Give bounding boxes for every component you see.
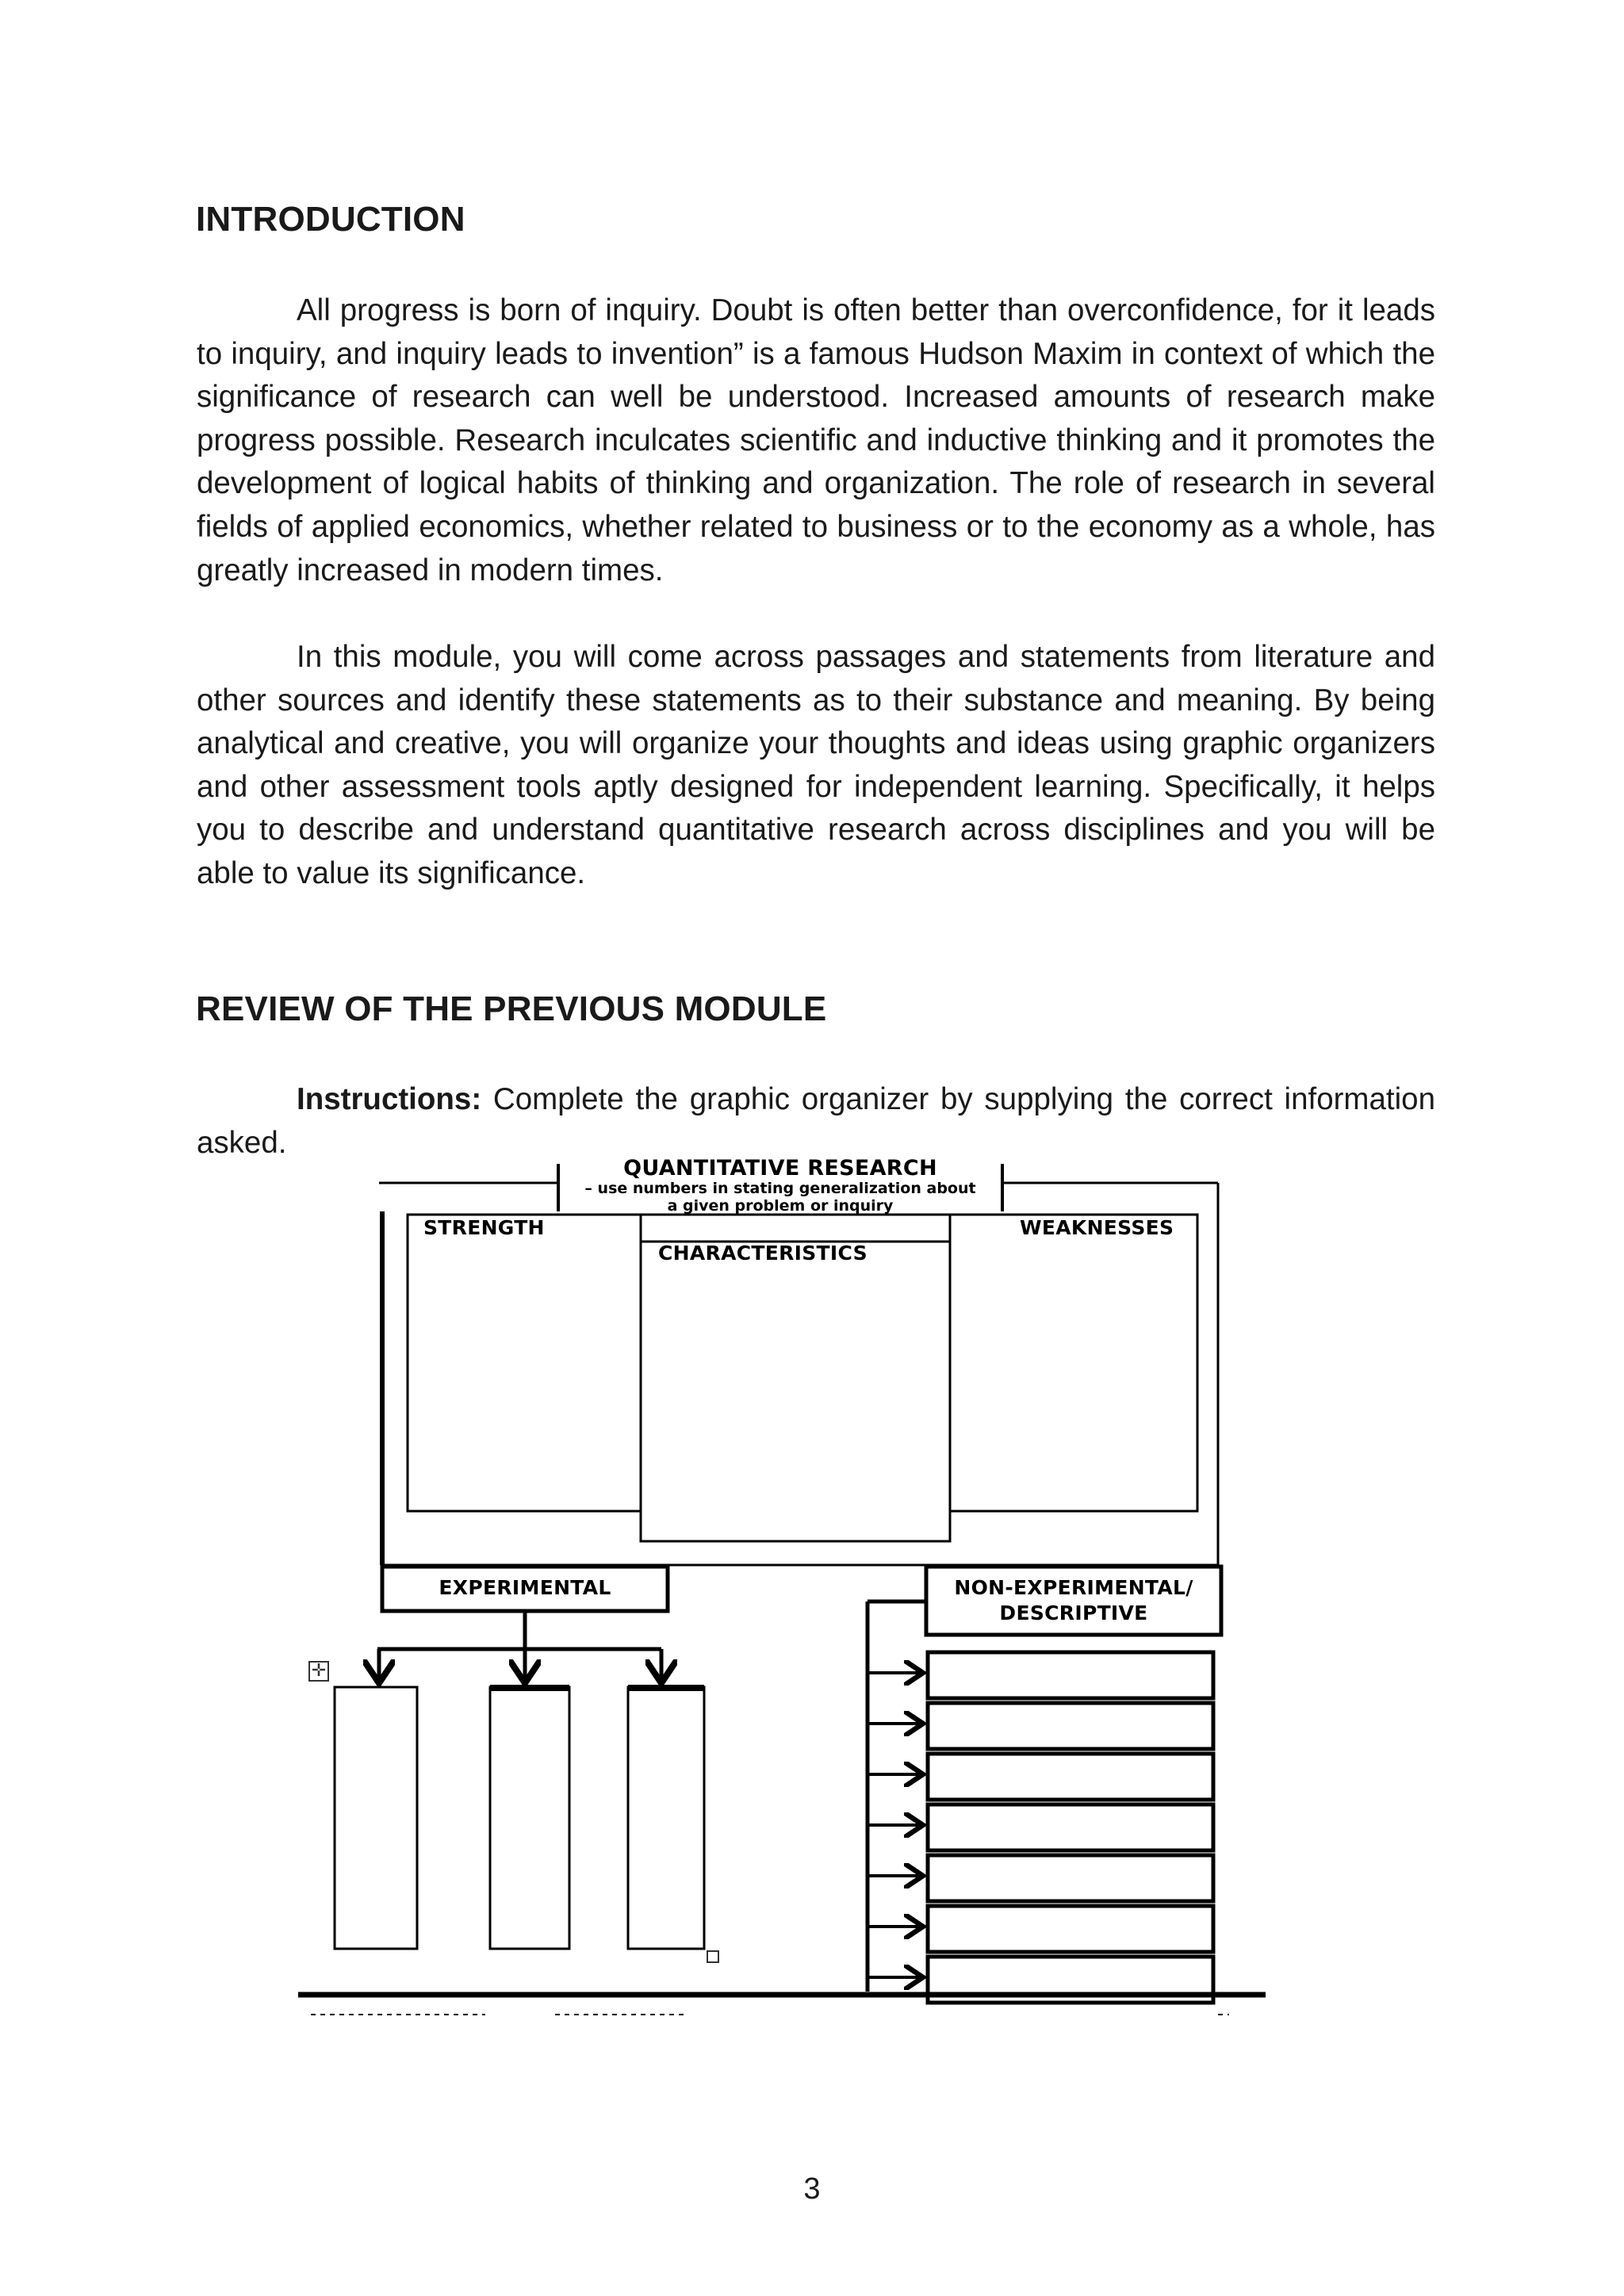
nonexperimental-label-line-1: NON-EXPERIMENTAL/	[954, 1576, 1193, 1599]
introduction-heading: INTRODUCTION	[196, 200, 465, 239]
nonexperimental-label-line-2: DESCRIPTIVE	[999, 1601, 1148, 1624]
introduction-paragraph-2: In this module, you will come across passages and statements from literature and other sources and identify these statements as to their substance and meaning. By being analytical and creative, you will organize your thoughts and ideas using graphic organizers and other assessment tools aptly designed for independent learning. Specifically, it helps you to describe and understand quantitative research across disciplines and you will be able to value its significance.	[197, 640, 1435, 890]
characteristics-label: CHARACTERISTICS	[658, 1242, 868, 1265]
introduction-paragraph-1: All progress is born of inquiry. Doubt is often better than overconfidence, for it leads to inquiry, and inquiry leads to invention” is a famous Hudson Maxim in context of which the significance of research can well be understood. Increased amounts of research make progress possible. Research inculcates scientific and inductive thinking and it promotes the development of logical habits of thinking and organization. The role of research in several fields of applied economics, whether related to business or to the economy as a whole, has greatly increased in modern times.	[197, 293, 1435, 587]
nonexperimental-box-2	[928, 1703, 1213, 1749]
move-handle-icon[interactable]: ✛	[308, 1661, 329, 1682]
nonexperimental-box-5	[928, 1855, 1213, 1901]
weaknesses-box	[950, 1215, 1197, 1511]
weaknesses-label: WEAKNESSES	[1020, 1216, 1174, 1239]
organizer-title: QUANTITATIVE RESEARCH	[623, 1156, 937, 1181]
resize-handle-icon[interactable]	[707, 1950, 719, 1963]
experimental-label: EXPERIMENTAL	[439, 1576, 611, 1599]
experimental-branch	[335, 1567, 704, 1949]
page-number: 3	[803, 2172, 821, 2206]
experimental-box-3	[628, 1687, 704, 1949]
review-heading: REVIEW OF THE PREVIOUS MODULE	[196, 989, 827, 1028]
instructions-label: Instructions:	[297, 1082, 482, 1116]
nonexperimental-box-3	[928, 1754, 1213, 1800]
nonexperimental-branch	[868, 1567, 1221, 2003]
instructions-text: Complete the graphic organizer by supplying the correct information asked.	[197, 1082, 1435, 1160]
experimental-box-1	[335, 1687, 417, 1949]
experimental-box-2	[490, 1687, 569, 1949]
strength-label: STRENGTH	[423, 1216, 545, 1239]
organizer-subtitle-line-2: a given problem or inquiry	[667, 1197, 894, 1215]
nonexperimental-box-4	[928, 1804, 1213, 1850]
nonexperimental-box-6	[928, 1906, 1213, 1952]
organizer-subtitle-line-1: – use numbers in stating generalization about	[584, 1180, 976, 1197]
nonexperimental-box-1	[928, 1652, 1213, 1698]
strength-box	[408, 1215, 641, 1511]
